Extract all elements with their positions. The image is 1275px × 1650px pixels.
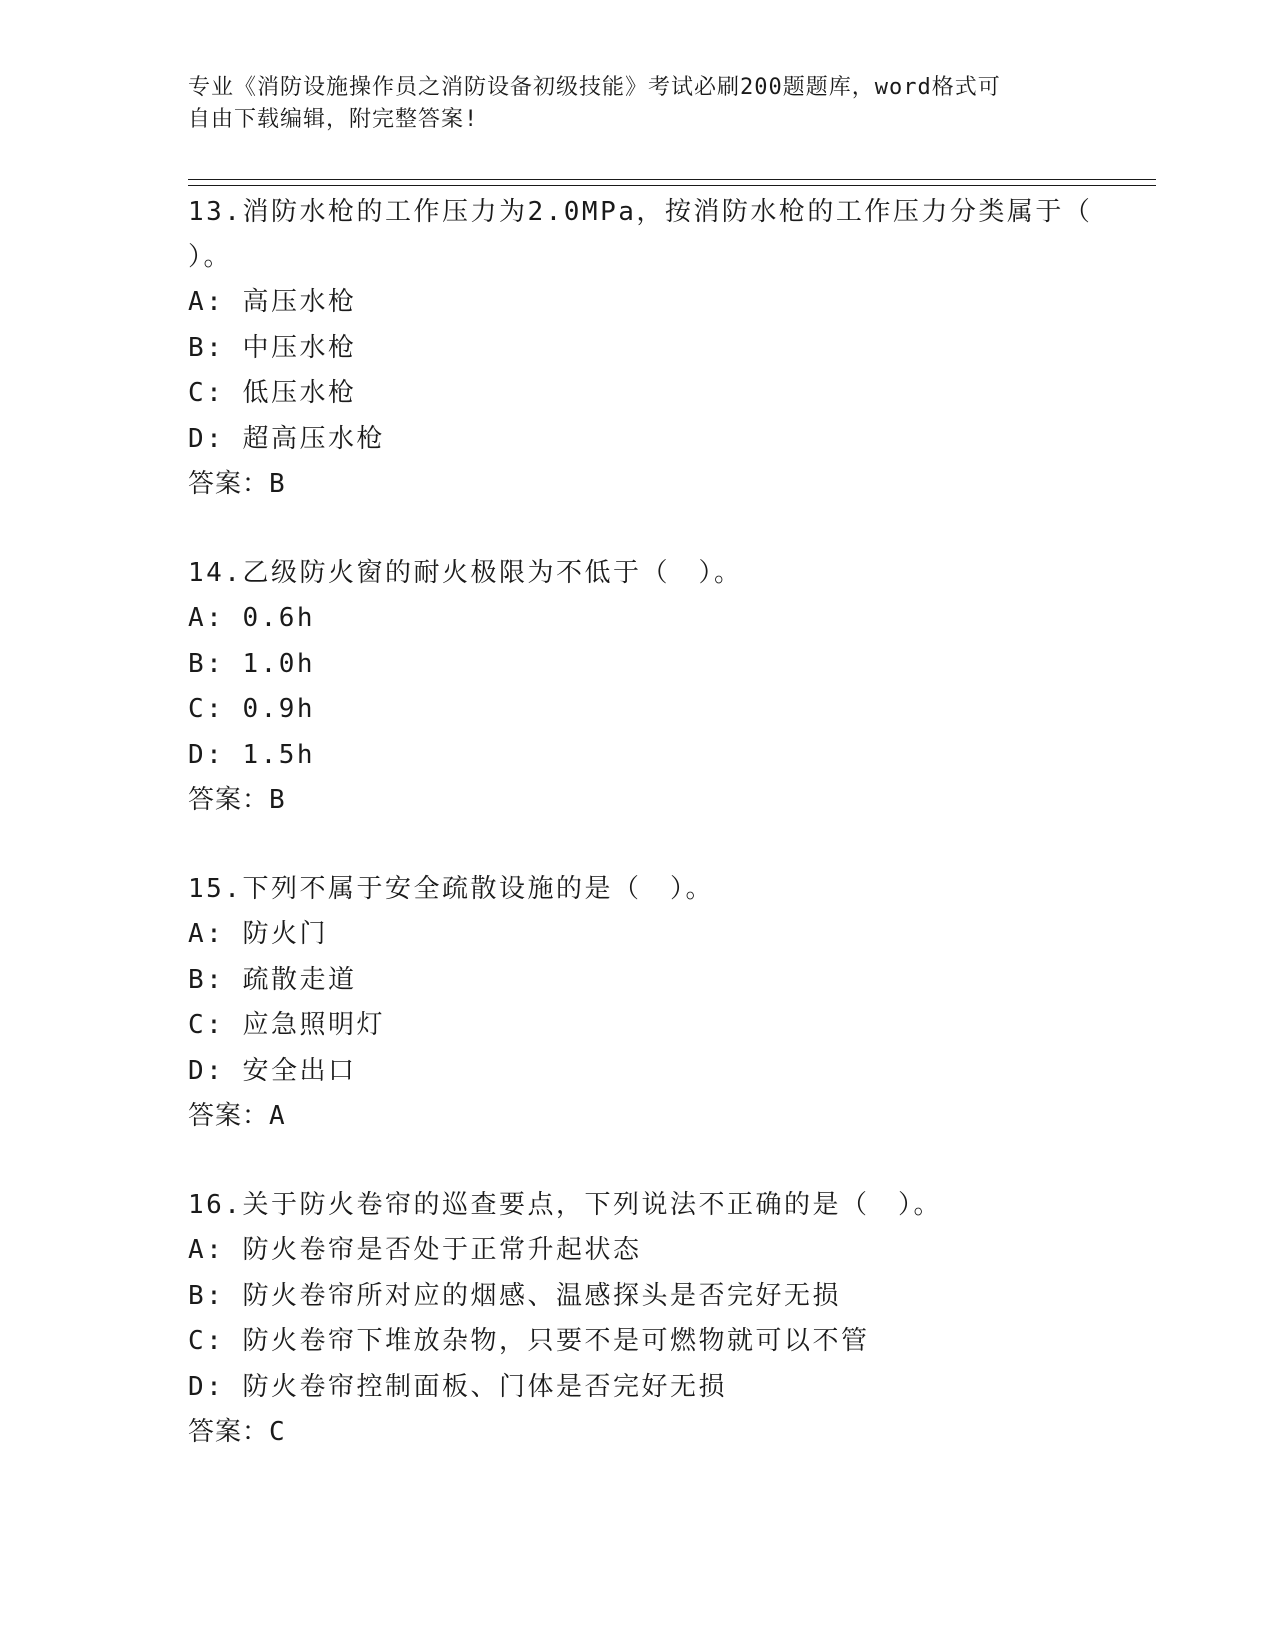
option-b [188,642,1148,688]
header-divider-bottom [188,185,1156,186]
question-stem [188,190,1148,280]
option-a [188,1228,1148,1274]
question-stem-line-1: 14.乙级防火窗的耐火极限为不低于（ ）。 [188,558,743,588]
option-c [188,371,1148,417]
question-14 [188,551,1148,823]
question-16 [188,1183,1148,1455]
answer-line [188,1410,1148,1455]
question-stem-line-1: 16.关于防火卷帘的巡查要点，下列说法不正确的是（ ）。 [188,1190,942,1220]
option-d [188,1365,1148,1411]
option-d [188,417,1148,463]
option-d [188,733,1148,779]
option-key: C: [188,378,225,408]
answer-line [188,1094,1148,1139]
option-key: B: [188,964,225,995]
question-stem [188,551,1148,596]
option-a [188,912,1148,958]
option-c [188,687,1148,733]
answer-value: C [269,1417,286,1447]
answer-label: 答案： [188,469,270,499]
option-text: 防火卷帘控制面板、门体是否完好无损 [242,1371,727,1402]
option-key: B: [188,1280,225,1311]
option-text: 防火卷帘是否处于正常升起状态 [242,1235,642,1265]
option-key: A: [188,603,225,633]
option-a [188,280,1148,326]
option-key: B: [188,332,225,363]
option-c [188,1003,1148,1049]
header-line-2: 自由下载编辑，附完整答案! [188,107,479,132]
option-key: A: [188,919,225,949]
option-b [188,958,1148,1004]
option-b [188,1274,1148,1320]
option-key: D: [188,739,225,770]
option-text: 中压水枪 [242,332,357,363]
header-divider-top [188,179,1156,180]
header-line-1: 专业《消防设施操作员之消防设备初级技能》考试必刷200题题库，word格式可 [188,75,1001,100]
option-text: 1.5h [242,739,316,770]
option-key: D: [188,423,225,454]
option-key: D: [188,1055,225,1086]
option-key: B: [188,648,225,679]
option-text: 1.0h [242,648,316,679]
answer-label: 答案： [188,785,270,815]
answer-label: 答案： [188,1417,270,1447]
question-stem-line-2: ）。 [188,242,233,272]
answer-value: B [269,469,286,499]
option-text: 应急照明灯 [242,1010,385,1040]
answer-label: 答案： [188,1101,270,1131]
option-key: D: [188,1371,225,1402]
question-stem [188,1183,1148,1228]
option-d [188,1049,1148,1095]
answer-line [188,462,1148,507]
option-text: 0.6h [242,603,316,633]
answer-value: A [269,1101,286,1131]
option-text: 0.9h [242,694,316,724]
answer-line [188,778,1148,823]
option-text: 防火卷帘下堆放杂物，只要不是可燃物就可以不管 [242,1326,870,1356]
question-stem [188,867,1148,912]
question-stem-line-1: 13.消防水枪的工作压力为2.0MPa，按消防水枪的工作压力分类属于（ [188,197,1093,227]
question-15 [188,867,1148,1139]
question-stem-line-1: 15.下列不属于安全疏散设施的是（ ）。 [188,874,714,904]
option-text: 低压水枪 [242,378,357,408]
answer-value: B [269,785,286,815]
option-text: 防火门 [242,919,328,949]
option-text: 超高压水枪 [242,423,385,454]
question-13 [188,190,1148,507]
option-text: 防火卷帘所对应的烟感、温感探头是否完好无损 [242,1280,841,1311]
option-text: 高压水枪 [242,287,357,317]
option-text: 疏散走道 [242,964,357,995]
option-key: A: [188,1235,225,1265]
option-key: C: [188,694,225,724]
document-header [188,72,1088,136]
option-b [188,326,1148,372]
option-key: A: [188,287,225,317]
option-key: C: [188,1326,225,1356]
option-c [188,1319,1148,1365]
question-list [188,190,1148,1499]
option-key: C: [188,1010,225,1040]
option-text: 安全出口 [242,1055,357,1086]
option-a [188,596,1148,642]
